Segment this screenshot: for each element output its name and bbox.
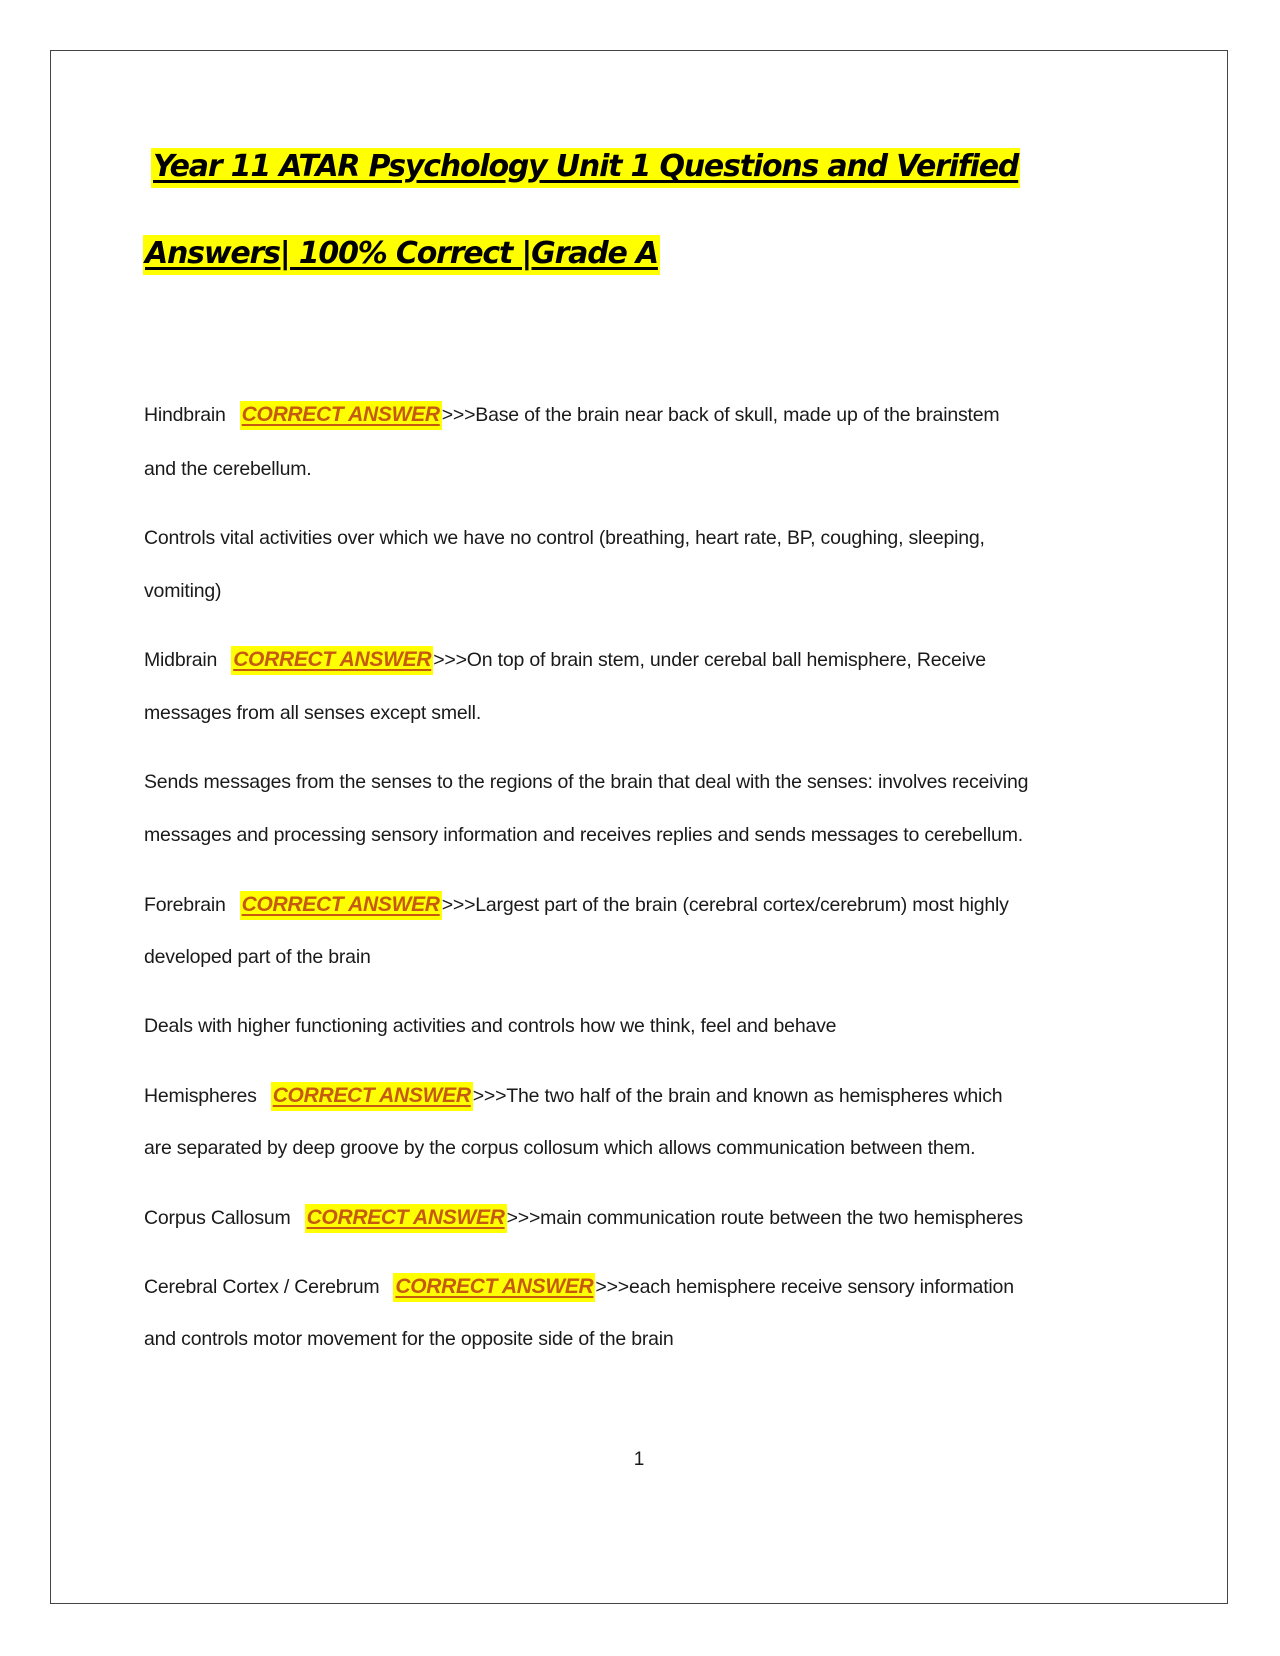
answer-text: each hemisphere receive sensory information: [629, 1276, 1014, 1298]
qa-entry-hemispheres: [144, 1085, 1002, 1107]
term-label: Corpus Callosum: [144, 1207, 291, 1229]
term-label: Midbrain: [144, 649, 218, 671]
term-label: Cerebral Cortex / Cerebrum: [144, 1276, 380, 1298]
answer-separator: >>>: [433, 649, 467, 671]
qa-entry-corpus-callosum: [144, 1207, 1023, 1229]
answer-continuation: messages from all senses except smell.: [144, 702, 482, 724]
answer-text: main communication route between the two hemispheres: [540, 1207, 1023, 1229]
answer-separator: >>>: [441, 404, 476, 426]
correct-answer-label: CORRECT ANSWER: [393, 1273, 595, 1302]
answer-separator: >>>: [506, 1207, 541, 1229]
paragraph: Sends messages from the senses to the regions of the brain that deal with the senses: involves receiving: [144, 771, 1029, 793]
answer-text: The two half of the brain and known as hemispheres which: [506, 1085, 1003, 1107]
correct-answer-label: CORRECT ANSWER: [305, 1204, 507, 1233]
answer-separator: >>>: [472, 1085, 507, 1107]
answer-text: Base of the brain near back of skull, made up of the brainstem: [475, 404, 1000, 426]
term-label: Hindbrain: [144, 404, 226, 426]
paragraph-continuation: messages and processing sensory information and receives replies and sends messages to cerebellum.: [144, 824, 1023, 846]
correct-answer-label: CORRECT ANSWER: [271, 1082, 473, 1111]
page-number: 1: [633, 1449, 645, 1470]
qa-entry-cerebral-cortex: [144, 1276, 1014, 1298]
paragraph: Controls vital activities over which we have no control (breathing, heart rate, BP, coughing, sleeping,: [144, 527, 985, 549]
document-page: [50, 50, 1228, 1604]
correct-answer-label: CORRECT ANSWER: [231, 646, 433, 675]
answer-continuation: and the cerebellum.: [144, 458, 312, 480]
answer-separator: >>>: [595, 1276, 629, 1298]
paragraph-continuation: vomiting): [144, 580, 222, 602]
answer-continuation: and controls motor movement for the opposite side of the brain: [144, 1328, 674, 1350]
paragraph: Deals with higher functioning activities and controls how we think, feel and behave: [144, 1015, 837, 1037]
qa-entry-hindbrain: [144, 404, 999, 426]
correct-answer-label: CORRECT ANSWER: [240, 891, 442, 920]
term-label: Forebrain: [144, 894, 226, 916]
term-label: Hemispheres: [144, 1085, 257, 1107]
answer-text: Largest part of the brain (cerebral cortex/cerebrum) most highly: [475, 894, 1009, 916]
correct-answer-label: CORRECT ANSWER: [240, 401, 442, 430]
document-title-line-2: Answers| 100% Correct |Grade A: [143, 235, 660, 275]
document-title-line-1: Year 11 ATAR Psychology Unit 1 Questions and Verified: [151, 148, 1020, 188]
answer-continuation: developed part of the brain: [144, 946, 371, 968]
qa-entry-forebrain: [144, 894, 1009, 916]
answer-separator: >>>: [441, 894, 476, 916]
qa-entry-midbrain: [144, 649, 986, 671]
answer-text: On top of brain stem, under cerebal ball hemisphere, Receive: [466, 649, 986, 671]
answer-continuation: are separated by deep groove by the corpus collosum which allows communication between them.: [144, 1137, 976, 1159]
